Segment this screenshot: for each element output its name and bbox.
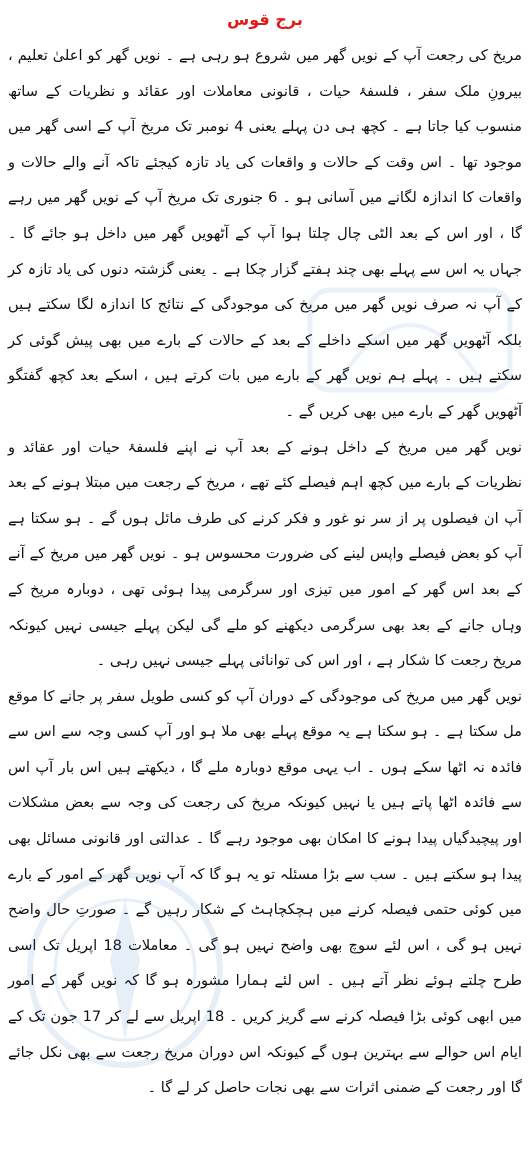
article-body	[8, 38, 522, 1106]
paragraph-2: نویں گھر میں مریخ کے داخل ہونے کے بعد آپ نے اپنے فلسفۂ حیات اور عقائد و نظریات کے بارے میں کچھ اہم فیصلے کئے تھے ، مریخ کے رجعت میں مبتلا ہونے کے بعد آپ ان فیصلوں پر از سر نو غور و فکر کرنے کی طرف مائل ہوں گے ۔ ہو سکتا ہے آپ کو بعض فیصلے واپس لینے کی ضرورت محسوس ہو ۔ نویں گھر میں مریخ کے آنے کے بعد اس گھر کے امور میں تیزی اور سرگرمی پیدا ہوئی تھی ، دوبارہ مریخ کے وہاں جانے کے بعد بھی سرگرمی دیکھنے کو ملے گی لیکن پہلے جیسی نہیں کیونکہ مریخ رجعت کا شکار ہے ، اور اس کی توانائی پہلے جیسی نہیں رہی ۔	[8, 438, 522, 670]
page-title: برج قوس	[227, 10, 303, 29]
paragraph-3: نویں گھر میں مریخ کی موجودگی کے دوران آپ کو کسی طویل سفر پر جانے کا موقع مل سکتا ہے ۔ ہو سکتا ہے یہ موقع پہلے بھی ملا ہو اور آپ کسی وجہ سے اس سے فائدہ نہ اٹھا سکے ہوں ۔ اب یہی موقع دوبارہ ملے گا ، دیکھتے ہیں اس بار آپ اس سے فائدہ اٹھا پاتے ہیں یا نہیں کیونکہ مریخ کی رجعت کی وجہ سے بعض مشکلات اور پیچیدگیاں پیدا ہونے کا امکان بھی موجود رہے گا ۔ عدالتی اور قانونی مسائل بھی پیدا ہو سکتے ہیں ۔ سب سے بڑا مسئلہ تو یہ ہو گا کہ آپ نویں گھر کے امور کے بارے میں کوئی حتمی فیصلہ کرنے میں ہچکچاہٹ کے شکار رہیں گے ۔ صورتِ حال واضح نہیں ہو گی ، اس لئے سوچ بھی واضح نہیں ہو گی ۔ معاملات 18 اپریل تک اسی طرح چلتے ہوئے نظر آتے ہیں ۔ اس لئے ہمارا مشورہ ہو گا کہ نویں گھر کے امور میں ابھی کوئی بڑا فیصلہ کرنے سے گریز کریں ۔ 18 اپریل سے لے کر 17 جون تک کے ایام اس حوالے سے بہترین ہوں گے کیونکہ اس دوران مریخ رجعت سے بھی نکل جائے گا اور رجعت کے ضمنی اثرات سے بھی نجات حاصل کر لے گا ۔	[8, 687, 522, 1097]
paragraph-1: مریخ کی رجعت آپ کے نویں گھر میں شروع ہو رہی ہے ۔ نویں گھر کو اعلیٰ تعلیم ، بیرونِ ملک سفر ، فلسفۂ حیات ، قانونی معاملات اور عقائد و نظریات کے ساتھ منسوب کیا جاتا ہے ۔ کچھ ہی دن پہلے یعنی 4 نومبر تک مریخ آپ کے اسی گھر میں موجود تھا ۔ اس وقت کے حالات و واقعات کی یاد تازہ کیجئے تاکہ آنے والے حالات و واقعات کا اندازہ لگانے میں آسانی ہو ۔ 6 جنوری تک مریخ آپ کے نویں گھر میں رہے گا ، اور اس کے بعد الٹی چال چلتا ہوا آپ کے آٹھویں گھر میں داخل ہو جائے گا ۔ جہاں یہ اس سے پہلے بھی چند ہفتے گزار چکا ہے ۔ یعنی گزشتہ دنوں کی یاد تازہ کر کے آپ نہ صرف نویں گھر میں مریخ کی موجودگی کے نتائج کا اندازہ لگا سکتے ہیں بلکہ آٹھویں گھر میں اسکے داخلے کے بعد کے حالات کے بارے میں بھی پیش گوئی کر سکتے ہیں ۔ پہلے ہم نویں گھر کے بارے میں بات کرتے ہیں ، اسکے بعد کچھ گفتگو آٹھویں گھر کے بارے میں بھی کریں گے ۔	[8, 47, 522, 420]
